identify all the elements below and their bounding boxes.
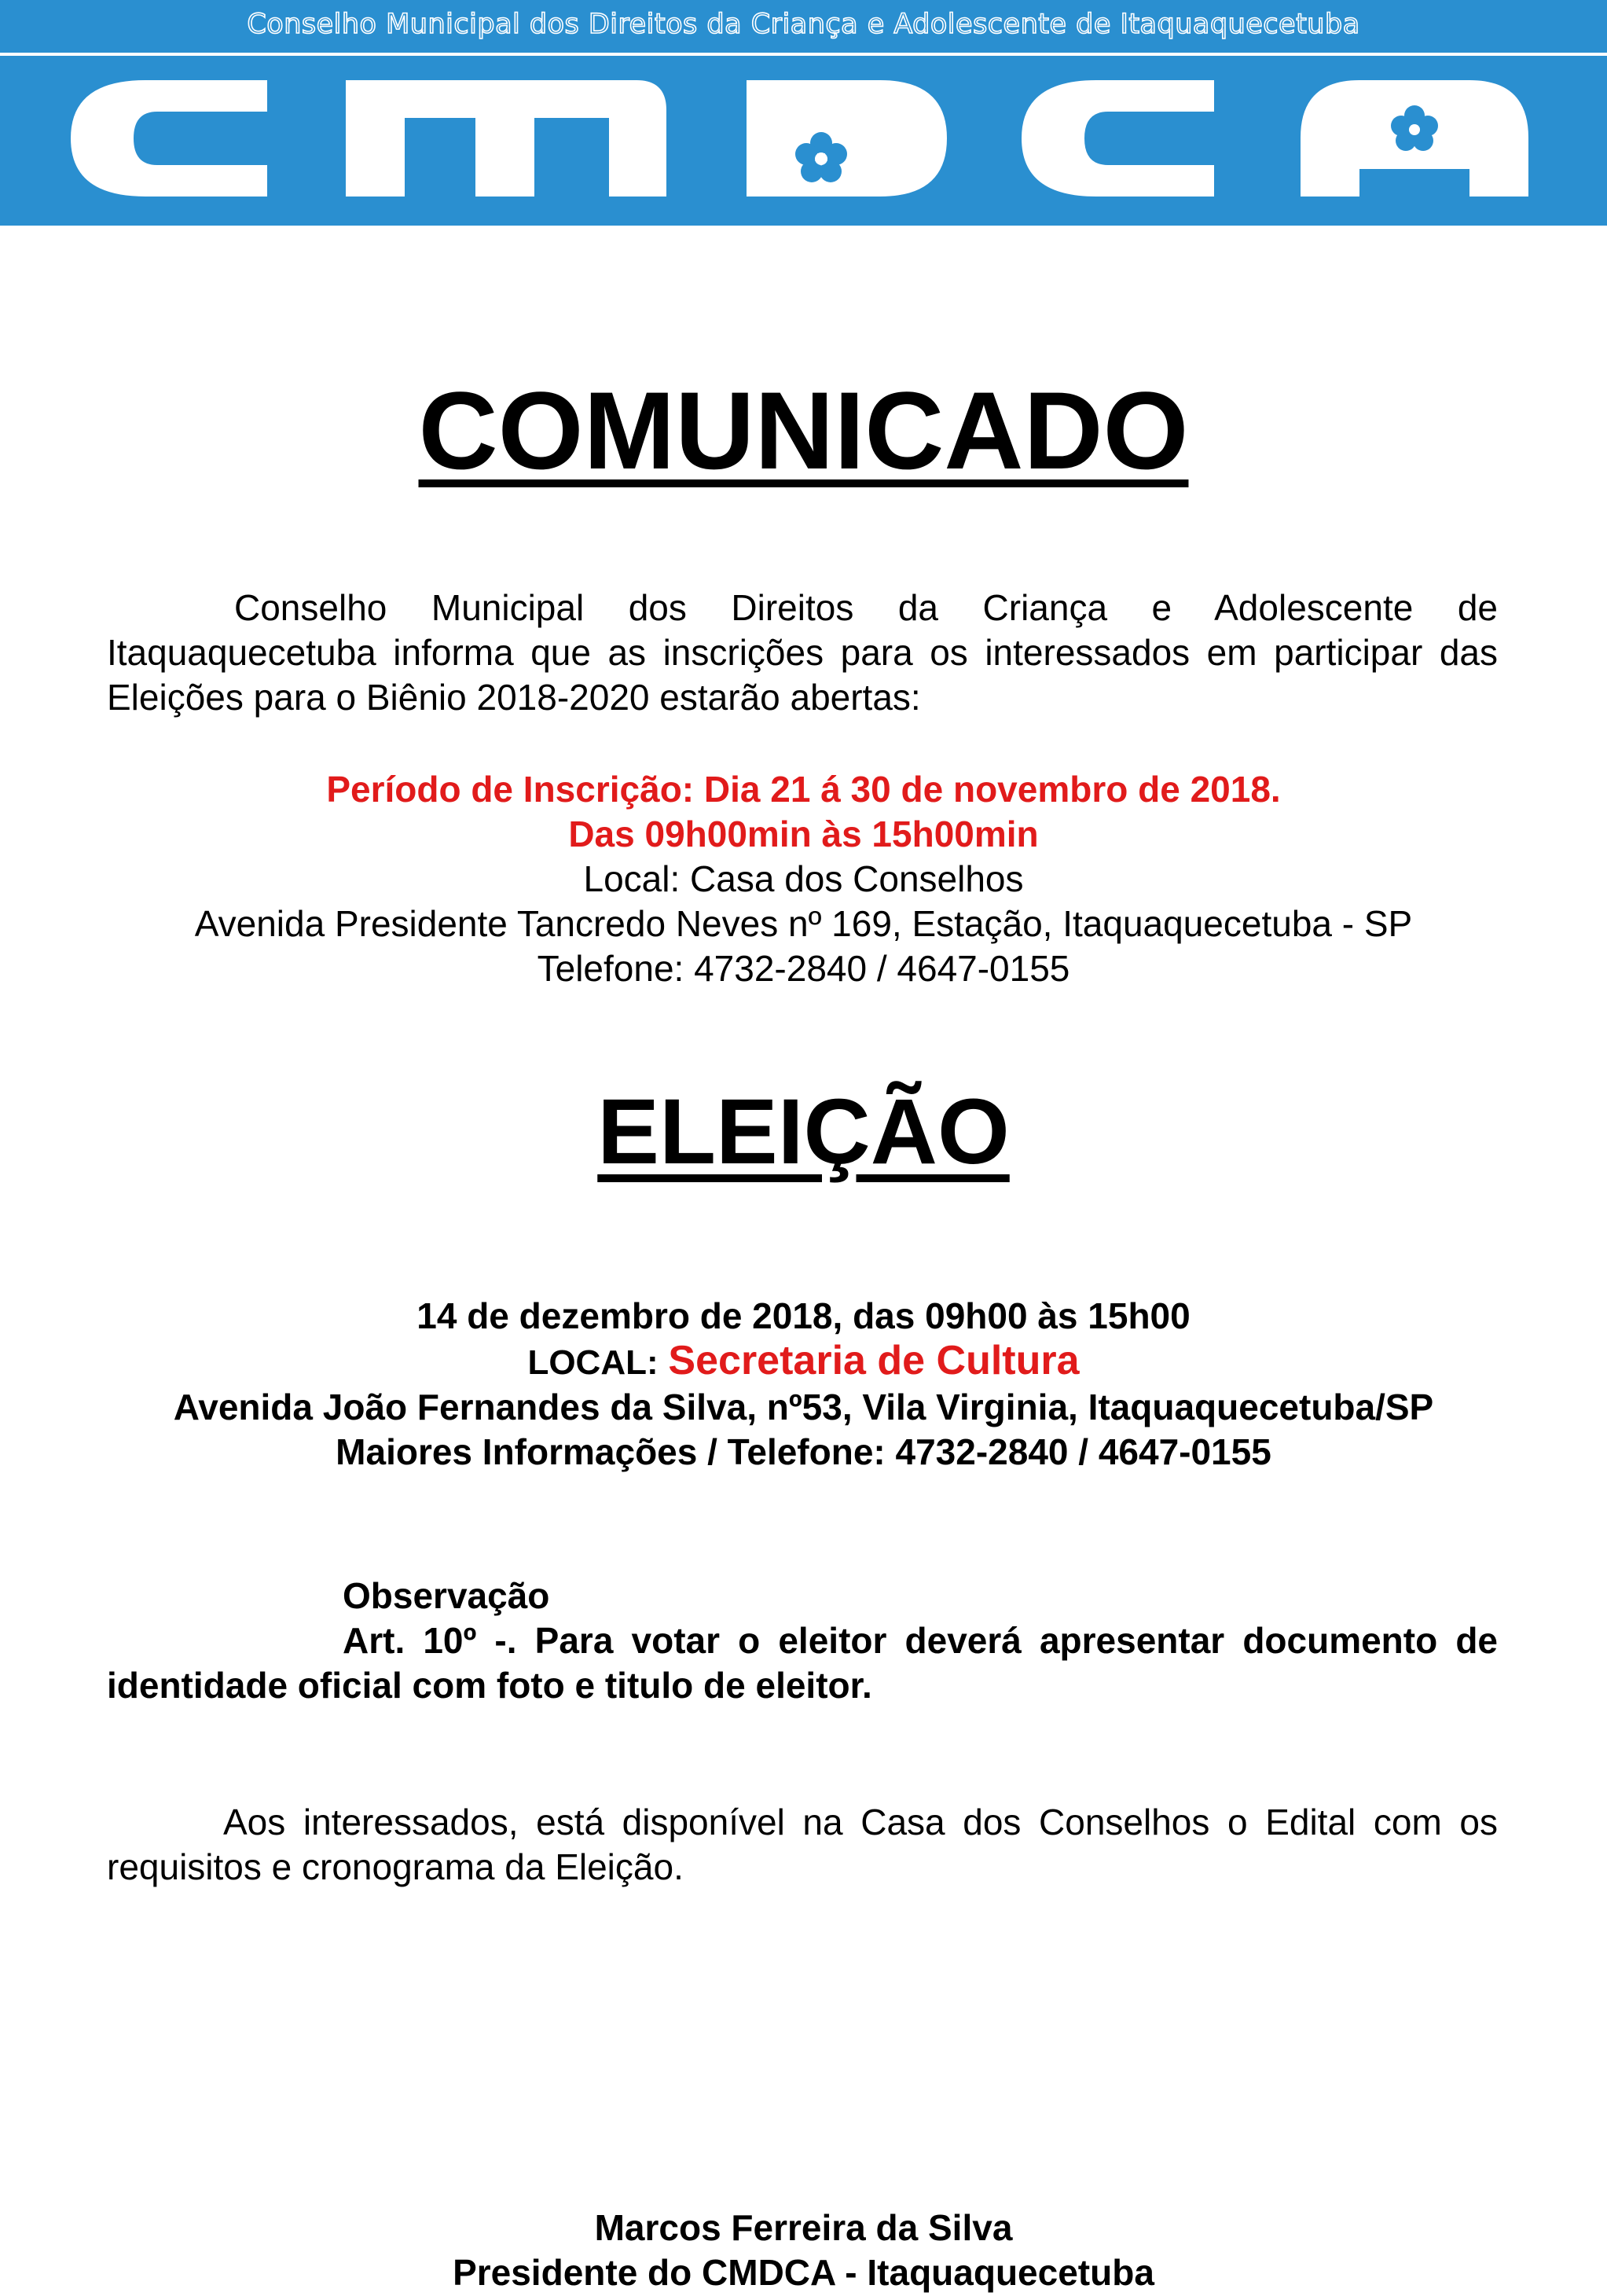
logo-letter-c2 xyxy=(1022,80,1214,197)
election-title: ELEIÇÃO xyxy=(597,1080,1010,1184)
election-address: Avenida João Fernandes da Silva, nº53, Vila Virginia, Itaquaquecetuba/SP xyxy=(173,1387,1434,1427)
signature-name: Marcos Ferreira da Silva xyxy=(594,2207,1013,2248)
page-title xyxy=(0,368,1607,494)
observation-label: Observação xyxy=(343,1575,550,1616)
org-full-name: Conselho Municipal dos Direitos da Criança e Adolescente de Itaquaquecetuba xyxy=(247,9,1360,40)
intro-paragraph: Conselho Municipal dos Direitos da Criança e Adolescente de Itaquaquecetuba informa que as inscrições para os interessados em participar das Eleições para o Biênio 2018-2020 estarão abertas: xyxy=(107,587,1498,718)
logo-letter-d xyxy=(747,80,947,197)
registration-block xyxy=(0,767,1607,991)
election-heading xyxy=(0,1077,1607,1187)
election-block xyxy=(0,1294,1607,1475)
observation-text: Art. 10º -. Para votar o eleitor deverá apresentar documento de identidade oficial com foto e titulo de eleitor. xyxy=(107,1620,1498,1706)
election-date: 14 de dezembro de 2018, das 09h00 às 15h00 xyxy=(416,1295,1191,1336)
registration-period: Período de Inscrição: Dia 21 á 30 de novembro de 2018. xyxy=(326,769,1281,810)
election-info: Maiores Informações / Telefone: 4732-2840 / 4647-0155 xyxy=(336,1431,1271,1472)
signature-role: Presidente do CMDCA - Itaquaquecetuba xyxy=(453,2252,1154,2293)
registration-hours: Das 09h00min às 15h00min xyxy=(568,814,1039,854)
registration-phone: Telefone: 4732-2840 / 4647-0155 xyxy=(537,948,1070,989)
closing-paragraph: Aos interessados, está disponível na Casa dos Conselhos o Edital com os requisitos e cronograma da Eleição. xyxy=(107,1802,1498,1887)
election-local-label: LOCAL: xyxy=(527,1343,659,1382)
signature-block xyxy=(0,2206,1607,2295)
logo-letter-m xyxy=(346,80,666,197)
election-local-value: Secretaria de Cultura xyxy=(668,1338,1080,1383)
registration-local: Local: Casa dos Conselhos xyxy=(583,858,1024,899)
header-divider xyxy=(0,53,1607,56)
registration-address: Avenida Presidente Tancredo Neves nº 169, Estação, Itaquaquecetuba - SP xyxy=(194,903,1413,944)
title-text: COMUNICADO xyxy=(418,369,1189,492)
header-banner xyxy=(0,0,1607,226)
cmdca-logo xyxy=(0,71,1607,204)
election-local-line xyxy=(0,1339,1607,1385)
logo-letter-c xyxy=(71,80,267,197)
